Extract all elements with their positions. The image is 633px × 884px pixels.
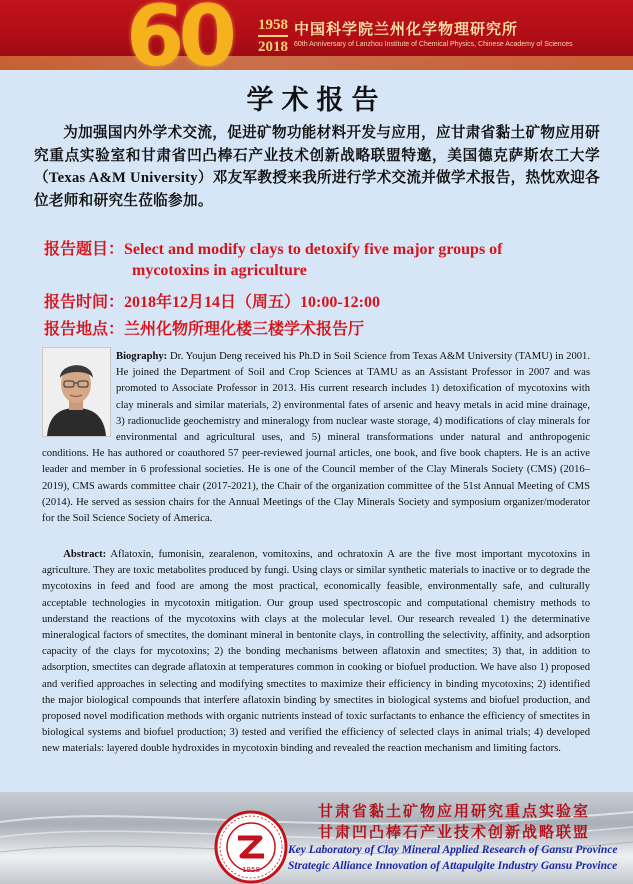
logo-year: 1958 — [242, 866, 260, 874]
alliance-name-en: Strategic Alliance Innovation of Attapulgite Industry Gansu Province — [288, 860, 618, 872]
place-label: 报告地点： — [44, 321, 125, 338]
intro-paragraph: 为加强国内外学术交流，促进矿物功能材料开发与应用，应甘肃省黏土矿物应用研究重点实验室和甘肃省凹凸棒石产业技术创新战略联盟特邀，美国德克萨斯农工大学（Texas A&M University）邓友军教授来我所进行学术交流并做学术报告，热忱欢迎各位老师和研究生莅临参加。 — [34, 125, 600, 209]
year-start: 1958 — [258, 17, 288, 33]
biography-paragraph — [42, 349, 590, 527]
lab-name-en: Key Laboratory of Clay Mineral Applied Research of Gansu Province — [288, 844, 618, 856]
institute-logo-icon — [214, 810, 288, 884]
time-value: 2018年12月14日（周五）10:00-12:00 — [124, 294, 381, 311]
biography-label: Biography: — [116, 351, 168, 362]
anniversary-years — [258, 16, 288, 56]
report-place — [44, 316, 364, 339]
footer — [0, 792, 633, 884]
lab-name-cn: 甘肃省黏土矿物应用研究重点实验室 — [318, 804, 591, 820]
photo-spacer — [42, 349, 116, 431]
page-title: 学术报告 — [246, 85, 387, 115]
abstract-paragraph — [42, 547, 590, 758]
abstract-text: Aflatoxin, fumonisin, zearalenon, vomitoxins, and ochratoxin A are the five most important mycotoxins in agriculture. They are toxic metabolites produced by fungi. Using clays or similar synthetic materials to inactive or to degrade the mycotoxins in feed and food are among the most practical, economically feasible, environmentally safe, and culturally acceptable technologies in mycotoxin mitigation. Our group used spectroscopic and computational chemistry methods to understand the reactions of the mycotoxins with clays at the molecular level. Our research revealed 1) the determinative mineralogical factors of smectites, the dominant mineral in bentonite clays, in controlling the selectivity, affinity, and adsorption capacity of the clays for mycotoxins; 2) the bonding mechanisms between aflatoxin and smectites; 3) that, in addition to adsorption, smectites can degrade aflatoxin at temperatures common in cooking or biofuel production. We have also 1) proposed and verified approaches in selecting and modifying smectites to maximize their efficiency in binding mycotoxins; 2) identified the major biological compounds that interfere aflatoxin binding by smectites in biological systems and biofuel production, and proposed novel modification methods with organic nutrients instead of toxic surfactants to enhance the efficiency of smectites in biological systems and biofuel production; 3) tested and verified the efficiency of selected clays in animal trials; 4) developed new materials: layered double hydroxides in mycotoxin binding and revealed the reaction mechanism and limiting factors. — [42, 549, 590, 755]
alliance-name-cn: 甘肃凹凸棒石产业技术创新战略联盟 — [318, 825, 591, 841]
year-end: 2018 — [258, 39, 288, 55]
report-time — [44, 289, 380, 312]
abstract-label: Abstract: — [63, 549, 107, 560]
time-label: 报告时间： — [44, 294, 125, 311]
header-banner — [0, 0, 633, 70]
report-topic — [44, 236, 503, 259]
anniversary-number: 60 — [126, 0, 231, 70]
institute-name-cn: 中国科学院兰州化学物理研究所 — [294, 22, 519, 38]
topic-line-1: Select and modify clays to detoxify five major groups of — [124, 241, 503, 258]
topic-label: 报告题目： — [44, 241, 125, 258]
topic-line-2: mycotoxins in agriculture — [132, 262, 307, 279]
header-gradient-band — [0, 56, 633, 70]
institute-name-en: 60th Anniversary of Lanzhou Institute of Chemical Physics, Chinese Academy of Sciences — [294, 41, 573, 48]
year-divider — [258, 35, 288, 37]
biography-text: Dr. Youjun Deng received his Ph.D in Soil Science from Texas A&M University (TAMU) in 2001. He joined the Department of Soil and Crop Sciences at TAMU as an Assistant Professor in 2007 and was promoted to Associate Professor in 2013. His current research includes 1) detoxification of mycotoxins with clay minerals and similar materials, 2) environmental fates of arsenic and heavy metals in acid mine drainage, 3) radionuclide geochemistry and mineralogy from nuclear waste storage, 4) modifications of clay minerals for environmental and agricultural uses, and 5) mineral transformations under natural and anthropogenic conditions. He has authored or coauthored 57 peer-reviewed journal articles, one book, and five book chapters. He is an active leader and member in 6 professional societies. He is one of the Council member of the Clay Minerals Society (CMS) (2016–2019), CMS awards committee chair (2017-2021), the Chair of the organization committee of the 51st Annual Meeting of CMS (2014). He served as session chairs for the Annual Meetings of the Clay Minerals Society and symposium organizer/moderator for the Soil Science Society of America. — [42, 351, 590, 525]
place-value: 兰州化物所理化楼三楼学术报告厅 — [124, 321, 365, 338]
